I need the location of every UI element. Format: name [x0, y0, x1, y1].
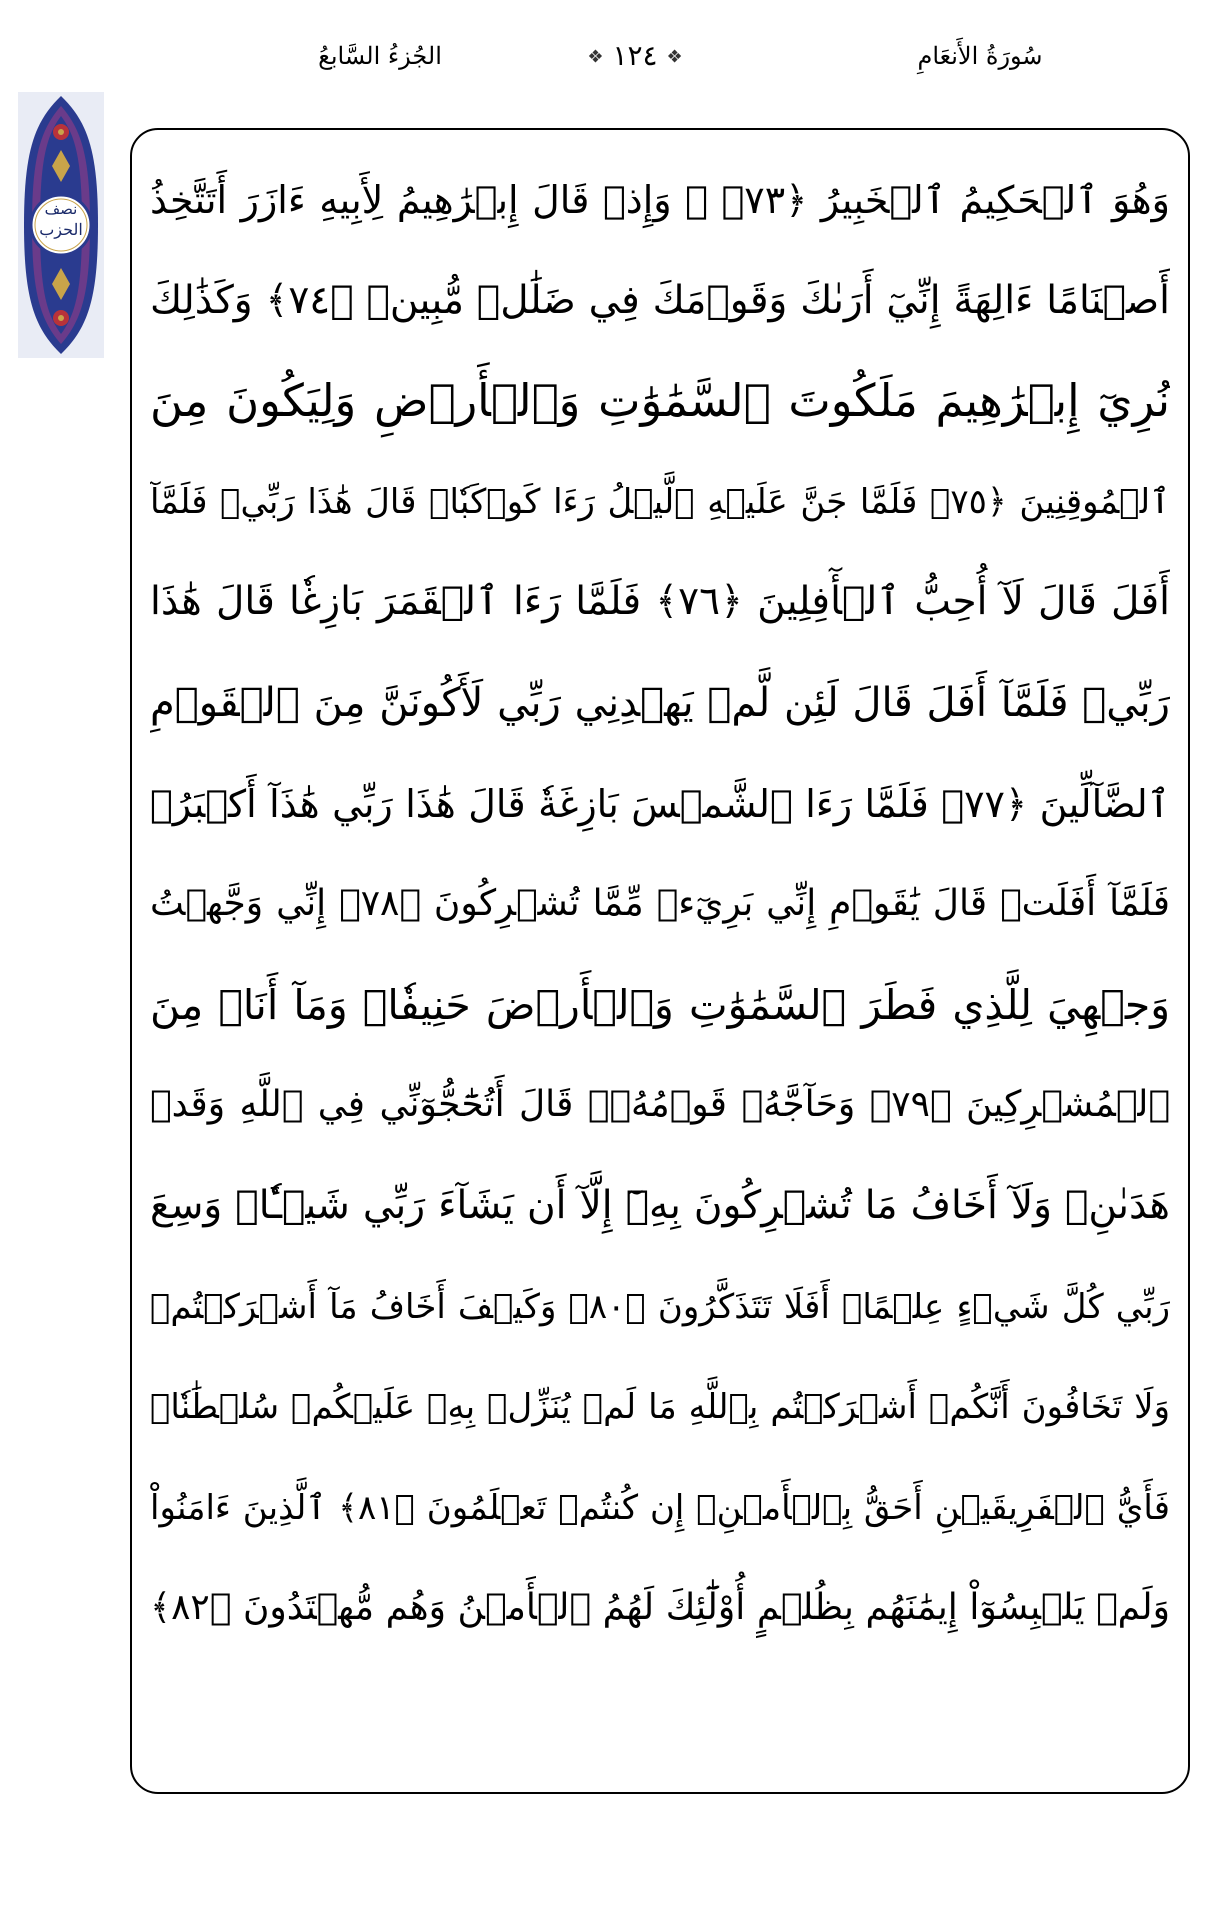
text-line-15: وَلَمۡ يَلۡبِسُوٓاْ إِيمَٰنَهُم بِظُلۡمٍ أُوْلَٰٓئِكَ لَهُمُ ٱلۡأَمۡنُ وَهُم مُّهۡتَدُونَ ﴿٨٢﴾ [150, 1587, 1170, 1629]
page-header [0, 38, 1214, 82]
text-line-2: أَصۡنَامًا ءَالِهَةً إِنِّيٓ أَرَىٰكَ وَقَوۡمَكَ فِي ضَلَٰلٖ مُّبِينٖ ﴿٧٤﴾ وَكَذَٰلِكَ [150, 277, 1170, 323]
text-line-13: وَلَا تَخَافُونَ أَنَّكُمۡ أَشۡرَكۡتُم بِٱللَّهِ مَا لَمۡ يُنَزِّلۡ بِهِۦ عَلَيۡكُمۡ سُلۡطَٰنٗاۚ [150, 1387, 1170, 1428]
text-line-4: ٱلۡمُوقِنِينَ ﴿٧٥﴾ فَلَمَّا جَنَّ عَلَيۡهِ ٱلَّيۡلُ رَءَا كَوۡكَبٗاۖ قَالَ هَٰذَا رَبِّيۖ فَلَمَّآ [150, 481, 1170, 522]
text-line-9: وَجۡهِيَ لِلَّذِي فَطَرَ ٱلسَّمَٰوَٰتِ وَٱلۡأَرۡضَ حَنِيفٗاۖ وَمَآ أَنَا۠ مِنَ [150, 980, 1170, 1029]
text-line-12: رَبِّي كُلَّ شَيۡءٍ عِلۡمًاۚ أَفَلَا تَتَذَكَّرُونَ ﴿٨٠﴾ وَكَيۡفَ أَخَافُ مَآ أَشۡرَكۡتُمۡ [150, 1286, 1170, 1327]
page-ornament-right: ❖ [587, 46, 604, 68]
text-line-3: نُرِيٓ إِبۡرَٰهِيمَ مَلَكُوتَ ٱلسَّمَٰوَٰتِ وَٱلۡأَرۡضِ وَلِيَكُونَ مِنَ [150, 374, 1170, 428]
text-line-11: هَدَىٰنِۚ وَلَآ أَخَافُ مَا تُشۡرِكُونَ بِهِۦٓ إِلَّآ أَن يَشَآءَ رَبِّي شَيۡـٔٗاۗ وَسِعَ [150, 1182, 1170, 1228]
hizb-marker [18, 92, 104, 358]
quran-text [150, 150, 1170, 1659]
text-line-1: وَهُوَ ٱلۡحَكِيمُ ٱلۡخَبِيرُ ﴿٧٣﴾ ۞ وَإِذۡ قَالَ إِبۡرَٰهِيمُ لِأَبِيهِ ءَازَرَ أَتَتَّخِذُ [150, 178, 1170, 222]
text-line-5: أَفَلَ قَالَ لَآ أُحِبُّ ٱلۡأٓفِلِينَ ﴿٧٦﴾ فَلَمَّا رَءَا ٱلۡقَمَرَ بَازِغٗا قَالَ هَٰذَا [150, 579, 1170, 625]
text-line-7: ٱلضَّآلِّينَ ﴿٧٧﴾ فَلَمَّا رَءَا ٱلشَّمۡسَ بَازِغَةٗ قَالَ هَٰذَا رَبِّي هَٰذَآ أَكۡبَرُۖ [150, 781, 1170, 826]
text-line-14: فَأَيُّ ٱلۡفَرِيقَيۡنِ أَحَقُّ بِٱلۡأَمۡنِۖ إِن كُنتُمۡ تَعۡلَمُونَ ﴿٨١﴾ ٱلَّذِينَ ءَامَنُواْ [150, 1487, 1170, 1528]
page-number-block [560, 38, 710, 76]
juz-title: الجُزءُ السَّابعُ [318, 42, 442, 70]
page-number: ١٢٤ [612, 39, 658, 72]
surah-title: سُورَةُ الأَنعَامِ [917, 42, 1043, 70]
text-line-6: رَبِّيۖ فَلَمَّآ أَفَلَ قَالَ لَئِن لَّمۡ يَهۡدِنِي رَبِّي لَأَكُونَنَّ مِنَ ٱلۡقَوۡمِ [150, 679, 1170, 726]
hizb-label-top: نصف [44, 200, 78, 218]
text-line-8: فَلَمَّآ أَفَلَتۡ قَالَ يَٰقَوۡمِ إِنِّي بَرِيٓءٞ مِّمَّا تُشۡرِكُونَ ﴿٧٨﴾ إِنِّي وَجَّهۡتُ [150, 883, 1170, 925]
page-ornament-left: ❖ [666, 46, 683, 68]
hizb-label-bottom: الحزب [39, 220, 83, 239]
text-line-10: ٱلۡمُشۡرِكِينَ ﴿٧٩﴾ وَحَآجَّهُۥ قَوۡمُهُۥۚ قَالَ أَتُحَٰٓجُّوٓنِّي فِي ٱللَّهِ وَقَدۡ [150, 1084, 1170, 1126]
